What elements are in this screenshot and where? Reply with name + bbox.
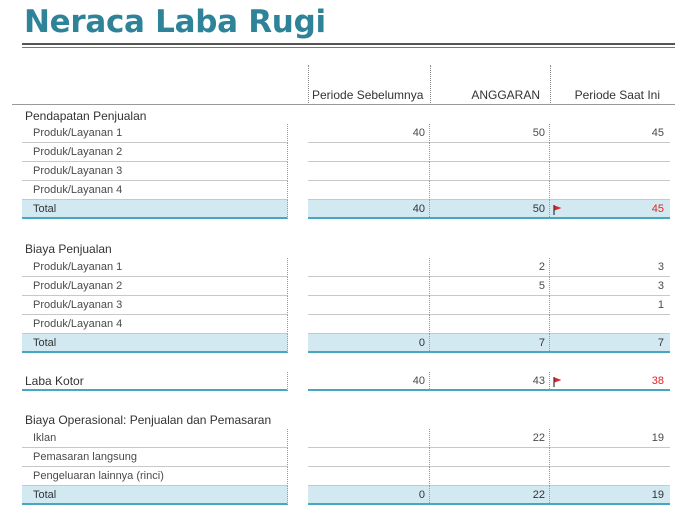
cell-prev[interactable]: 0: [308, 486, 430, 505]
flag-icon: [553, 205, 562, 215]
row-label[interactable]: Produk/Layanan 1: [22, 124, 288, 143]
total-row: [308, 334, 670, 353]
cell-prev[interactable]: [308, 296, 430, 315]
section-title-operational: Biaya Operasional: Penjualan dan Pemasaran: [25, 413, 272, 427]
cell-budget[interactable]: 2: [430, 258, 550, 277]
header-divider: [430, 65, 431, 105]
header-prev-period: Periode Sebelumnya: [312, 88, 424, 102]
table-row: [308, 315, 670, 334]
cell-prev[interactable]: [308, 143, 430, 162]
header-current-period: Periode Saat Ini: [574, 88, 660, 102]
cell-current[interactable]: [550, 467, 670, 486]
cell-budget[interactable]: [430, 467, 550, 486]
cell-prev[interactable]: [308, 467, 430, 486]
cell-budget[interactable]: [430, 181, 550, 200]
gross-profit-row: [308, 372, 670, 391]
header-divider: [550, 65, 551, 105]
cell-budget[interactable]: 50: [430, 200, 550, 219]
cell-current[interactable]: [550, 315, 670, 334]
cell-current[interactable]: [550, 143, 670, 162]
table-row: [308, 296, 670, 315]
cell-current[interactable]: 19: [651, 489, 664, 501]
row-label[interactable]: Produk/Layanan 4: [22, 315, 288, 334]
cell-budget[interactable]: [430, 448, 550, 467]
row-label[interactable]: Iklan: [22, 429, 288, 448]
table-row: [308, 467, 670, 486]
title-rule: [22, 47, 675, 48]
cell-budget[interactable]: 43: [430, 372, 550, 391]
cell-budget[interactable]: 7: [430, 334, 550, 353]
cell-prev[interactable]: [308, 162, 430, 181]
cell-prev[interactable]: [308, 315, 430, 334]
total-row: [308, 200, 670, 219]
cell-prev[interactable]: 0: [308, 334, 430, 353]
cell-current[interactable]: 7: [657, 337, 664, 349]
cell-prev[interactable]: 40: [308, 200, 430, 219]
section-title-revenue: Pendapatan Penjualan: [25, 109, 147, 123]
total-label[interactable]: Total: [22, 486, 288, 505]
header-budget: ANGGARAN: [471, 88, 540, 102]
table-row: [308, 181, 670, 200]
row-label[interactable]: Produk/Layanan 3: [22, 162, 288, 181]
cell-prev[interactable]: 40: [308, 124, 430, 143]
row-label[interactable]: Pemasaran langsung: [22, 448, 288, 467]
current-value: 45: [651, 203, 664, 215]
total-row: [308, 486, 670, 505]
cell-budget[interactable]: 22: [430, 486, 550, 505]
cell-current[interactable]: [550, 448, 670, 467]
cell-budget[interactable]: [430, 162, 550, 181]
cell-prev[interactable]: [308, 429, 430, 448]
table-row: [308, 162, 670, 181]
row-label[interactable]: Produk/Layanan 1: [22, 258, 288, 277]
flag-icon: [553, 377, 562, 387]
cell-current[interactable]: 3: [657, 261, 664, 273]
section-title-cost: Biaya Penjualan: [25, 242, 112, 256]
cell-current[interactable]: 19: [651, 432, 664, 444]
cell-prev[interactable]: [308, 448, 430, 467]
cell-budget[interactable]: [430, 296, 550, 315]
cell-current[interactable]: [550, 181, 670, 200]
table-row: [308, 448, 670, 467]
total-label[interactable]: Total: [22, 334, 288, 353]
cell-budget[interactable]: [430, 315, 550, 334]
header-rule: [12, 104, 675, 105]
cell-current[interactable]: 45: [651, 127, 664, 139]
current-value: 38: [651, 375, 664, 387]
table-row: [308, 429, 670, 448]
table-row: [308, 143, 670, 162]
row-label[interactable]: Pengeluaran lainnya (rinci): [22, 467, 288, 486]
table-row: [308, 258, 670, 277]
title-rule: [22, 43, 675, 45]
row-label[interactable]: Produk/Layanan 2: [22, 143, 288, 162]
row-label[interactable]: Produk/Layanan 3: [22, 296, 288, 315]
total-label[interactable]: Total: [22, 200, 288, 219]
cell-current[interactable]: 1: [657, 299, 664, 311]
cell-budget[interactable]: [430, 143, 550, 162]
cell-prev[interactable]: [308, 277, 430, 296]
header-divider: [308, 65, 309, 105]
row-label[interactable]: Produk/Layanan 4: [22, 181, 288, 200]
table-row: [308, 277, 670, 296]
cell-current[interactable]: [550, 200, 670, 219]
cell-prev[interactable]: [308, 181, 430, 200]
cell-prev[interactable]: [308, 258, 430, 277]
cell-budget[interactable]: 5: [430, 277, 550, 296]
gross-profit-label[interactable]: Laba Kotor: [22, 372, 288, 391]
table-row: [308, 124, 670, 143]
cell-prev[interactable]: 40: [308, 372, 430, 391]
cell-budget[interactable]: 22: [430, 429, 550, 448]
page-title: Neraca Laba Rugi: [24, 4, 326, 40]
cell-current[interactable]: [550, 372, 670, 391]
row-label[interactable]: Produk/Layanan 2: [22, 277, 288, 296]
cell-current[interactable]: 3: [657, 280, 664, 292]
cell-budget[interactable]: 50: [430, 124, 550, 143]
cell-current[interactable]: [550, 162, 670, 181]
